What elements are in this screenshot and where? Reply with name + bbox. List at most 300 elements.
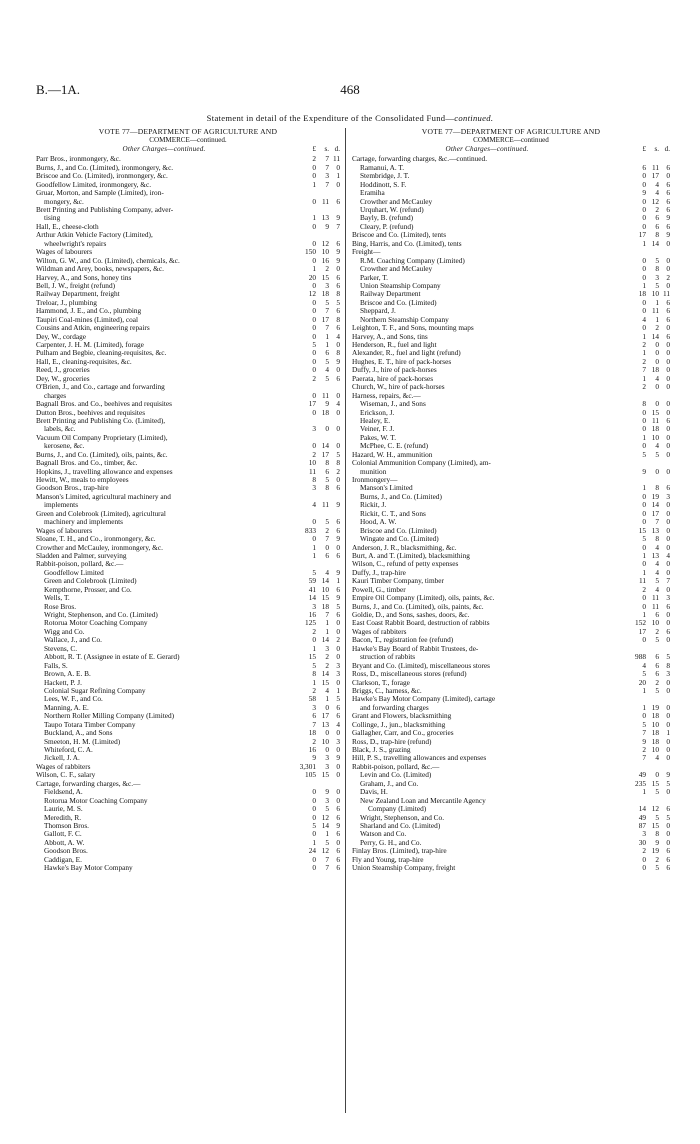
ledger-row xyxy=(352,476,670,484)
payee-description: Fieldsend, A. xyxy=(44,788,83,797)
amount-shillings: 10 xyxy=(651,719,659,729)
payee-description: Wages of labourers xyxy=(36,526,93,535)
amount-shillings: 18 xyxy=(651,728,659,738)
payee-description: Powell, G., timber xyxy=(352,585,406,594)
amount-pounds: 0 xyxy=(642,297,646,307)
ledger-row xyxy=(352,763,670,771)
payee-description: Briscoe and Co. (Limited) xyxy=(360,298,437,307)
ledger-row xyxy=(36,611,340,619)
ledger-row xyxy=(36,333,340,341)
amount xyxy=(622,425,670,433)
payee-description: Veiner, F. J. xyxy=(360,425,395,434)
amount-pence: 0 xyxy=(666,323,670,333)
amount-shillings: 7 xyxy=(325,306,329,316)
amount-pence: 5 xyxy=(336,449,340,459)
amount-shillings: 0 xyxy=(655,466,659,476)
amount-pounds: 0 xyxy=(312,854,316,864)
amount-shillings: 3 xyxy=(325,280,329,290)
amount-shillings: 18 xyxy=(321,289,329,299)
ledger-row xyxy=(352,670,670,678)
amount xyxy=(622,484,670,492)
amount-pence: 0 xyxy=(666,517,670,527)
amount xyxy=(622,552,670,560)
amount-pence: 0 xyxy=(336,618,340,628)
amount xyxy=(622,695,670,703)
ledger-row xyxy=(352,484,670,492)
ledger-row xyxy=(352,628,670,636)
payee-description: Urquhart, W. (refund) xyxy=(360,206,424,215)
amount-pounds: 1 xyxy=(312,542,316,552)
amount-pounds: 2 xyxy=(642,340,646,350)
ledger-row xyxy=(36,214,340,222)
amount-shillings: 5 xyxy=(655,812,659,822)
amount-pence: 0 xyxy=(336,390,340,400)
ledger-row xyxy=(352,341,670,349)
amount-pence: 6 xyxy=(336,854,340,864)
amount-pounds: 0 xyxy=(312,534,316,544)
payee-description: Dutton Bros., beehives and requisites xyxy=(36,408,146,417)
amount-shillings: 2 xyxy=(655,626,659,636)
amount-pounds: 1 xyxy=(312,264,316,274)
payee-description: Sloane, T. H., and Co., ironmongery, &c. xyxy=(36,535,156,544)
amount-pence: 0 xyxy=(666,829,670,839)
amount-pounds: 18 xyxy=(638,289,646,299)
payee-description: Finlay Bros. (Limited), trap-hire xyxy=(352,847,447,856)
amount-pence: 4 xyxy=(336,399,340,409)
left-pounds-header: £ xyxy=(312,145,316,154)
amount-pence: 0 xyxy=(336,424,340,434)
amount-pence: 0 xyxy=(666,635,670,645)
amount-pence: 5 xyxy=(336,601,340,611)
amount xyxy=(292,636,340,644)
payee-description: Erickson, J. xyxy=(360,408,395,417)
payee-description: Watson and Co. xyxy=(360,830,407,839)
amount-pence: 6 xyxy=(666,162,670,172)
amount-pounds: 0 xyxy=(642,264,646,274)
ledger-row xyxy=(352,375,670,383)
ledger-row xyxy=(36,754,340,762)
amount-shillings: 9 xyxy=(325,399,329,409)
ledger-row xyxy=(36,797,340,805)
ledger-row xyxy=(352,805,670,813)
ledger-row xyxy=(36,695,340,703)
amount xyxy=(622,594,670,602)
ledger-row xyxy=(36,375,340,383)
left-other-charges-heading: Other Charges—continued. xyxy=(122,145,206,154)
payee-description: Union Steamship Company xyxy=(360,281,441,290)
amount-pounds: 5 xyxy=(312,820,316,830)
amount-shillings: 7 xyxy=(325,154,329,164)
amount-pence: 4 xyxy=(336,719,340,729)
payee-description: wheelwright's repairs xyxy=(44,239,107,248)
amount-shillings: 3 xyxy=(325,753,329,763)
amount-pounds: 1 xyxy=(312,677,316,687)
amount xyxy=(622,738,670,746)
payee-description: O'Brien, J., and Co., cartage and forwarding xyxy=(36,383,165,392)
amount xyxy=(622,805,670,813)
ledger-row xyxy=(36,805,340,813)
payee-description: Hewitt, W., meals to employees xyxy=(36,476,129,485)
ledger-row xyxy=(352,392,670,400)
amount-pence: 6 xyxy=(336,550,340,560)
amount xyxy=(292,265,340,273)
amount-pounds: 5 xyxy=(642,534,646,544)
ledger-row xyxy=(36,771,340,779)
payee-description: Hawke's Bay Board of Rabbit Trustees, de- xyxy=(352,644,479,653)
ledger-row xyxy=(352,603,670,611)
ledger-row xyxy=(36,687,340,695)
payee-description: Wilson, C. F., salary xyxy=(36,771,96,780)
amount-pounds: 1 xyxy=(312,643,316,653)
payee-description: Briggs, C., harness, &c. xyxy=(352,686,422,695)
payee-description: Vacuum Oil Company Proprietary (Limited), xyxy=(36,433,168,442)
payee-description: Burns, J., and Co. (Limited) xyxy=(360,492,442,501)
amount xyxy=(622,383,670,391)
ledger-row xyxy=(352,830,670,838)
amount-shillings: 8 xyxy=(655,534,659,544)
amount-pence: 0 xyxy=(666,171,670,181)
amount xyxy=(292,425,340,433)
payee-description: Caddigan, E. xyxy=(44,855,82,864)
amount xyxy=(292,577,340,585)
payee-description: Hopkins, J., travelling allowance and expenses xyxy=(36,467,173,476)
amount-pounds: 0 xyxy=(312,162,316,172)
amount xyxy=(292,257,340,265)
payee-description: Goodfellow Limited xyxy=(44,568,104,577)
amount-pence: 6 xyxy=(666,221,670,231)
amount-pounds: 1 xyxy=(642,331,646,341)
ledger-row xyxy=(352,746,670,754)
amount-shillings: 1 xyxy=(325,340,329,350)
amount-shillings: 7 xyxy=(325,162,329,172)
amount-pounds: 152 xyxy=(635,618,646,628)
amount xyxy=(622,679,670,687)
amount-pence: 0 xyxy=(336,728,340,738)
amount-pounds: 49 xyxy=(638,812,646,822)
amount xyxy=(622,240,670,248)
amount xyxy=(292,839,340,847)
amount-pence: 0 xyxy=(666,525,670,535)
amount-pounds: 9 xyxy=(642,466,646,476)
amount-pounds: 9 xyxy=(312,753,316,763)
payee-description: Rabbit-poison, pollard, &c.— xyxy=(36,560,124,569)
amount-pounds: 5 xyxy=(312,660,316,670)
amount xyxy=(622,518,670,526)
ledger-row xyxy=(36,619,340,627)
ledger-row xyxy=(352,451,670,459)
amount xyxy=(622,324,670,332)
ledger-row xyxy=(352,468,670,476)
amount-pounds: 20 xyxy=(638,677,646,687)
ledger-row xyxy=(36,299,340,307)
amount-shillings: 17 xyxy=(321,449,329,459)
amount-shillings: 0 xyxy=(325,728,329,738)
amount-pounds: 24 xyxy=(308,846,316,856)
amount-shillings: 1 xyxy=(325,331,329,341)
amount-shillings: 6 xyxy=(325,550,329,560)
amount xyxy=(622,814,670,822)
payee-description: Abbott, A. W. xyxy=(44,838,85,847)
amount-pence: 9 xyxy=(666,213,670,223)
amount-shillings: 18 xyxy=(651,711,659,721)
amount-shillings: 4 xyxy=(655,542,659,552)
amount xyxy=(292,324,340,332)
amount-pence: 6 xyxy=(336,829,340,839)
amount-shillings: 19 xyxy=(651,846,659,856)
amount xyxy=(622,603,670,611)
payee-description: Fly and Young, trap-hire xyxy=(352,855,424,864)
amount-shillings: 7 xyxy=(325,863,329,873)
payee-description: Green and Colebrook (Limited) xyxy=(44,577,137,586)
amount-pounds: 1 xyxy=(642,685,646,695)
amount-pounds: 0 xyxy=(642,205,646,215)
ledger-row xyxy=(352,788,670,796)
payee-description: R.M. Coaching Company (Limited) xyxy=(360,256,465,265)
amount-shillings: 10 xyxy=(651,432,659,442)
payee-description: Sladden and Palmer, surveying xyxy=(36,551,127,560)
amount-shillings: 2 xyxy=(655,323,659,333)
amount-pence: 6 xyxy=(336,373,340,383)
amount-shillings: 1 xyxy=(325,694,329,704)
ledger-row xyxy=(352,679,670,687)
payee-description: Falls, S. xyxy=(44,661,68,670)
amount-shillings: 10 xyxy=(321,247,329,257)
amount xyxy=(622,636,670,644)
amount-shillings: 7 xyxy=(655,517,659,527)
ledger-row xyxy=(352,645,670,653)
ledger-row xyxy=(36,265,340,273)
amount-shillings: 12 xyxy=(651,804,659,814)
amount-pounds: 15 xyxy=(308,652,316,662)
payee-description: Wages of rabbiters xyxy=(352,627,407,636)
amount xyxy=(292,248,340,256)
amount-pounds: 11 xyxy=(308,466,316,476)
amount-shillings: 14 xyxy=(651,500,659,510)
column-divider xyxy=(345,128,346,1113)
amount-pounds: 8 xyxy=(312,475,316,485)
amount-pounds: 4 xyxy=(642,660,646,670)
amount-pence: 0 xyxy=(666,736,670,746)
amount xyxy=(622,586,670,594)
amount xyxy=(292,771,340,779)
ledger-row xyxy=(352,797,670,805)
amount-pounds: 16 xyxy=(308,610,316,620)
amount-pounds: 7 xyxy=(642,753,646,763)
amount xyxy=(622,198,670,206)
amount-shillings: 7 xyxy=(325,179,329,189)
payee-description: Harness, repairs, &c.— xyxy=(352,391,421,400)
ledger-row xyxy=(352,358,670,366)
amount-pounds: 235 xyxy=(635,778,646,788)
payee-description: Hoddinott, S. F. xyxy=(360,180,407,189)
ledger-row xyxy=(36,282,340,290)
ledger-row xyxy=(36,552,340,560)
amount xyxy=(292,240,340,248)
amount xyxy=(622,257,670,265)
amount-shillings: 0 xyxy=(655,340,659,350)
ledger-row xyxy=(352,324,670,332)
amount-shillings: 10 xyxy=(651,618,659,628)
amount xyxy=(622,214,670,222)
payee-description: Bayly, B. (refund) xyxy=(360,214,414,223)
payee-description: Graham, J., and Co. xyxy=(360,779,419,788)
amount-pence: 0 xyxy=(666,567,670,577)
amount xyxy=(622,771,670,779)
amount-pence: 7 xyxy=(666,576,670,586)
amount-pence: 6 xyxy=(336,517,340,527)
ledger-row xyxy=(36,189,340,197)
amount-shillings: 4 xyxy=(655,567,659,577)
amount xyxy=(292,349,340,357)
amount-pence: 3 xyxy=(336,660,340,670)
payee-description: Perry, G. H., and Co. xyxy=(360,838,422,847)
ledger-row xyxy=(36,324,340,332)
amount xyxy=(622,864,670,872)
amount xyxy=(292,366,340,374)
amount-pounds: 1 xyxy=(642,280,646,290)
amount-pounds: 6 xyxy=(312,711,316,721)
page-number: 468 xyxy=(340,82,360,97)
payee-description: Rickit, C. T., and Sons xyxy=(360,509,426,518)
amount xyxy=(292,510,340,518)
amount-pence: 3 xyxy=(666,491,670,501)
amount-pounds: 0 xyxy=(642,491,646,501)
amount-pence: 11 xyxy=(332,154,340,164)
amount-pounds: 2 xyxy=(312,449,316,459)
amount-pence: 0 xyxy=(666,466,670,476)
amount-pounds: 20 xyxy=(308,272,316,282)
amount-pounds: 2 xyxy=(312,154,316,164)
amount-pence: 0 xyxy=(666,753,670,763)
payee-description: Hall, E., cleaning-requisites, &c. xyxy=(36,357,132,366)
amount-shillings: 4 xyxy=(655,753,659,763)
amount xyxy=(292,383,340,391)
ledger-row xyxy=(36,603,340,611)
amount-shillings: 0 xyxy=(325,424,329,434)
amount xyxy=(622,501,670,509)
amount xyxy=(292,442,340,450)
amount xyxy=(622,274,670,282)
amount-shillings: 14 xyxy=(651,331,659,341)
ledger-row xyxy=(352,619,670,627)
amount xyxy=(292,206,340,214)
payee-description: Rabbit-poison, pollard, &c.— xyxy=(352,762,440,771)
amount-shillings: 19 xyxy=(651,491,659,501)
amount-pounds: 2 xyxy=(312,626,316,636)
amount-pounds: 0 xyxy=(642,213,646,223)
amount-shillings: 9 xyxy=(325,221,329,231)
amount xyxy=(292,569,340,577)
amount-pounds: 3 xyxy=(312,424,316,434)
amount-pence: 0 xyxy=(336,795,340,805)
amount-pence: 6 xyxy=(666,804,670,814)
amount-pence: 5 xyxy=(336,297,340,307)
payee-description: Collinge, J., jun., blacksmithing xyxy=(352,720,446,729)
amount-pence: 0 xyxy=(666,373,670,383)
amount xyxy=(622,619,670,627)
payee-description: Clarkson, T., forage xyxy=(352,678,410,687)
amount xyxy=(292,687,340,695)
amount-pounds: 14 xyxy=(638,804,646,814)
amount-shillings: 6 xyxy=(325,348,329,358)
amount-pence: 0 xyxy=(666,508,670,518)
ledger-row xyxy=(36,366,340,374)
amount-pounds: 0 xyxy=(642,517,646,527)
amount xyxy=(622,704,670,712)
amount-shillings: 9 xyxy=(655,837,659,847)
right-expenditure-list xyxy=(352,155,670,872)
amount xyxy=(622,527,670,535)
amount-shillings: 15 xyxy=(651,778,659,788)
amount xyxy=(292,814,340,822)
amount xyxy=(292,653,340,661)
amount-shillings: 15 xyxy=(321,272,329,282)
amount-pounds: 0 xyxy=(642,601,646,611)
ledger-row xyxy=(36,636,340,644)
amount-pence: 6 xyxy=(666,188,670,198)
payee-description: Laurie, M. S. xyxy=(44,805,83,814)
amount xyxy=(292,501,340,509)
amount xyxy=(292,738,340,746)
amount-pounds: 41 xyxy=(308,584,316,594)
amount-pence: 11 xyxy=(662,289,670,299)
amount-pence: 1 xyxy=(336,171,340,181)
amount xyxy=(622,189,670,197)
ledger-row xyxy=(352,198,670,206)
amount-pounds: 7 xyxy=(312,719,316,729)
payee-description: Freight— xyxy=(352,248,381,257)
ledger-row xyxy=(36,830,340,838)
amount-shillings: 5 xyxy=(325,837,329,847)
amount-pounds: 0 xyxy=(642,196,646,206)
amount xyxy=(622,375,670,383)
amount-pounds: 0 xyxy=(642,508,646,518)
amount-shillings: 10 xyxy=(651,289,659,299)
amount xyxy=(292,704,340,712)
amount-pounds: 30 xyxy=(638,837,646,847)
payee-description: Paerata, hire of pack-horses xyxy=(352,374,434,383)
payee-description: Gallott, F. C. xyxy=(44,830,82,839)
amount-pounds: 49 xyxy=(638,770,646,780)
amount xyxy=(292,198,340,206)
amount xyxy=(292,864,340,872)
amount-pounds: 0 xyxy=(312,829,316,839)
amount-shillings: 0 xyxy=(655,399,659,409)
payee-description: Dey, W., groceries xyxy=(36,374,90,383)
amount-pence: 0 xyxy=(666,618,670,628)
amount-pence: 0 xyxy=(666,837,670,847)
amount-pounds: 0 xyxy=(642,221,646,231)
amount-pounds: 7 xyxy=(642,365,646,375)
amount-pence: 0 xyxy=(336,745,340,755)
amount-pence: 6 xyxy=(666,415,670,425)
amount-pounds: 5 xyxy=(642,719,646,729)
amount-pence: 5 xyxy=(666,652,670,662)
ledger-row xyxy=(352,214,670,222)
amount-pounds: 0 xyxy=(642,306,646,316)
amount-pounds: 17 xyxy=(638,230,646,240)
amount-pence: 0 xyxy=(666,348,670,358)
amount xyxy=(622,409,670,417)
amount-pence: 0 xyxy=(336,770,340,780)
amount-pence: 1 xyxy=(666,728,670,738)
amount-pence: 0 xyxy=(666,340,670,350)
ledger-row xyxy=(352,510,670,518)
ledger-row xyxy=(352,206,670,214)
payee-description: Church, W., hire of pack-horses xyxy=(352,383,445,392)
ledger-row xyxy=(352,501,670,509)
amount xyxy=(292,358,340,366)
